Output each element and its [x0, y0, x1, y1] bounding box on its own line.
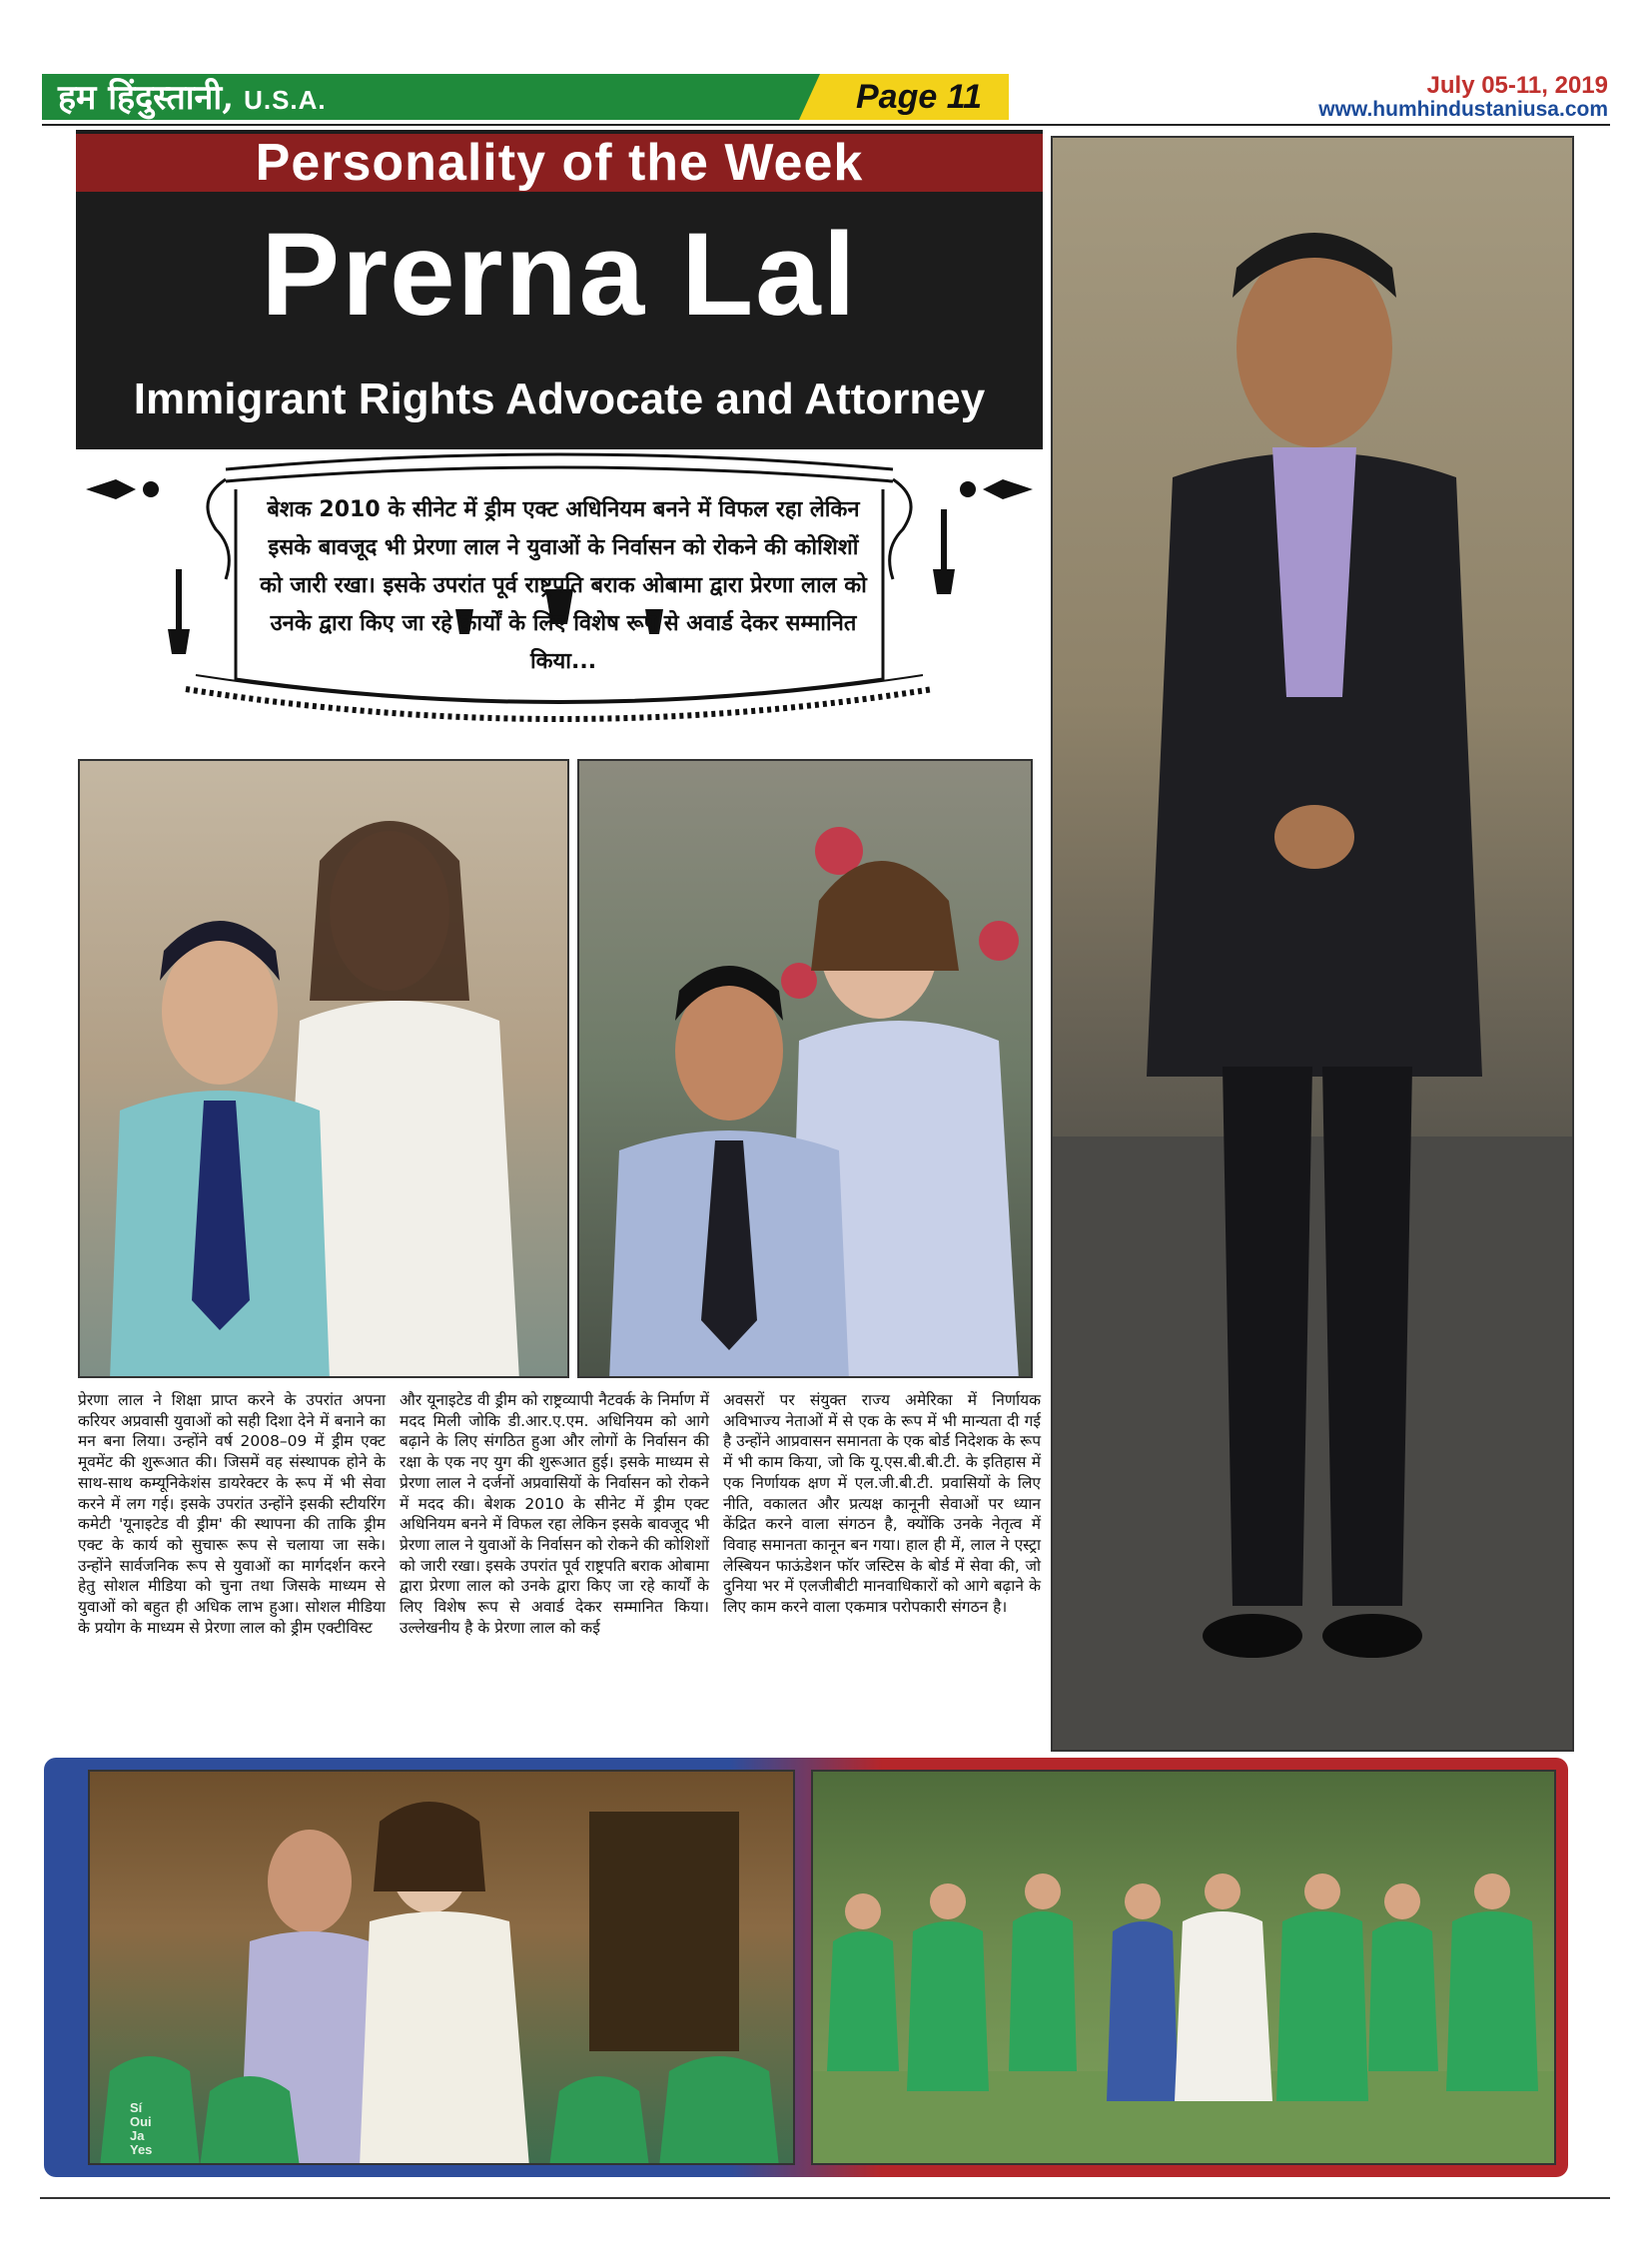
page-bottom-divider [40, 2197, 1610, 2199]
couple-photo-1 [78, 759, 569, 1378]
shirt-text-yes: Yes [130, 2142, 153, 2157]
shirt-text-oui: Oui [130, 2114, 152, 2129]
article-column-1 [78, 1390, 386, 1638]
article-column-2 [400, 1390, 709, 1638]
issue-date: July 05-11, 2019 [1426, 72, 1608, 99]
wedding-ceremony-photo [88, 1770, 795, 2165]
couple-photo-2 [577, 759, 1033, 1378]
pull-quote: बेशक 2010 के सीनेट में ड्रीम एक्ट अधिनियम बनने में विफल रहा लेकिन इसके बावजूद भी प्रेरणा लाल ने युवाओं के निर्वासन को रोकने की कोशिशों को जारी रखा। इसके उपरांत पूर्व राष्ट्रपति बराक ओबामा द्वारा प्रेरणा लाल को उनके द्वारा किए जा रहे कार्यों के लिए विशेष रूप से अवार्ड देकर सम्मानित किया... [260, 497, 867, 674]
person-name: Prerna Lal [261, 209, 858, 341]
section-title: Personality of the Week [255, 134, 864, 192]
article-text-3: अवसरों पर संयुक्त राज्य अमेरिका में निर्णायक अविभाज्य नेताओं में से एक के रूप में भी मान्यता दी गई है उन्होंने आप्रवासन समानता के एक बोर्ड निदेशक के रूप में भी काम किया, जो कि यू.एस.बी.बी.टी. के इतिहास में एक निर्णायक क्षण में एल.जी.बी.टी. प्रवासियों के लिए नीति, वकालत और प्रत्यक्ष कानूनी सेवाओं पर ध्यान केंद्रित करने वाला संगठन है, क्योंकि उनके नेतृत्व में विवाह समानता कानून बन गया। हाल ही में, लाल ने एस्ट्रा लेस्बियन फाऊंडेशन फॉर जस्टिस के बोर्ड में सेवा की, जो दुनिया भर में एलजीबीटी मानवाधिकारों को आगे बढ़ाने के लिए काम करने वाला एकमात्र परोपकारी संगठन है। [723, 1391, 1041, 1617]
article-column-3 [723, 1390, 1041, 1618]
portrait-photo [1051, 136, 1574, 1752]
shirt-text-ja: Ja [130, 2128, 145, 2143]
newspaper-name-hindi: हम हिंदुस्तानी, [58, 78, 235, 118]
masthead-divider [42, 124, 1610, 126]
group-celebration-photo [811, 1770, 1556, 2165]
website-link[interactable]: www.humhindustaniusa.com [1318, 98, 1608, 121]
shirt-text-si: Sí [130, 2100, 143, 2115]
article-text-1: प्रेरणा लाल ने शिक्षा प्राप्त करने के उपरांत अपना करियर अप्रवासी युवाओं को सही दिशा देने में बनाने का मन बना लिया। उन्होंने वर्ष 2008–09 में ड्रीम एक्ट मूवमेंट की शुरूआत की। जिसमें वह संस्थापक होने के साथ-साथ कम्यूनिकेशंस डायरेक्टर के रूप में भी सेवा करने में लग गई। इसके उपरांत उन्होंने इसकी स्टीयरिंग कमेटी 'यूनाइटेड वी ड्रीम' की स्थापना की ताकि ड्रीम एक्ट के कार्य को सुचारू रूप से चलाया जा सके। उन्होंने सार्वजनिक रूप से युवाओं का मार्गदर्शन करने हेतु सोशल मीडिया को चुना तथा जिसके माध्यम से युवाओं को बहुत ही अधिक लाभ हुआ। सोशल मीडिया के प्रयोग के माध्यम से प्रेरणा लाल को ड्रीम एक्टीविस्ट [78, 1391, 386, 1637]
person-subtitle: Immigrant Rights Advocate and Attorney [133, 374, 986, 423]
page-number: Page 11 [855, 78, 982, 116]
shirt-print-left [130, 2101, 152, 2157]
newspaper-name [58, 76, 327, 120]
newspaper-name-suffix: U.S.A. [244, 85, 327, 115]
article-text-2: और यूनाइटेड वी ड्रीम को राष्ट्रव्यापी नैटवर्क के निर्माण में मदद मिली जोकि डी.आर.ए.एम. अधिनियम को आगे बढ़ाने के लिए संगठित हुआ और लोगों के निर्वासन की रक्षा के एक नए युग की शुरूआत हुई। इसके माध्यम से प्रेरणा लाल ने दर्जनों अप्रवासियों के निर्वासन को रोकने में मदद की। बेशक 2010 के सीनेट में ड्रीम एक्ट अधिनियम बनने में विफल रहा लेकिन इसके बावजूद भी प्रेरणा लाल ने युवाओं के निर्वासन को रोकने की कोशिशों को जारी रखा। इसके उपरांत पूर्व राष्ट्रपति बराक ओबामा द्वारा प्रेरणा लाल को उनके द्वारा किए जा रहे कार्यों के लिए विशेष रूप से अवार्ड देकर सम्मानित किया। उल्लेखनीय है के प्रेरणा लाल को कई [400, 1391, 709, 1637]
